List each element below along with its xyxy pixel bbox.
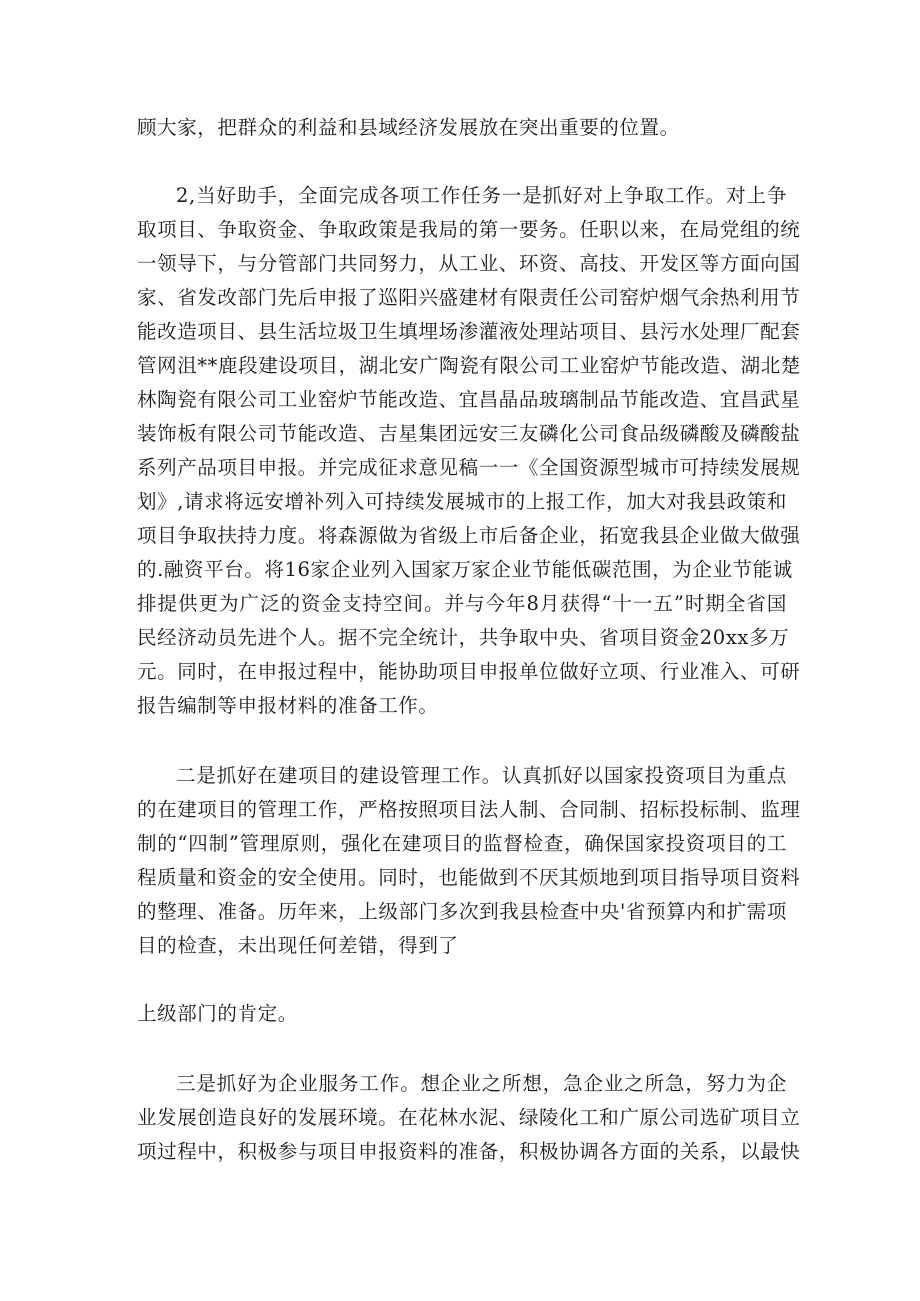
paragraph-line: 家、省发改部门先后申报了巡阳兴盛建材有限责任公司窑炉烟气余热利用节 <box>137 286 801 309</box>
paragraph-line: 一领导下，与分管部门共同努力，从工业、环资、高技、开发区等方面向国 <box>137 252 801 275</box>
paragraph-line: 业发展创造良好的发展环境。在花林水泥、绿陵化工和广原公司选矿项目立 <box>137 1106 801 1129</box>
paragraph-line: 上级部门的肯定。 <box>137 1002 298 1025</box>
paragraph-line: 的整理、准备。历年来，上级部门多次到我县检查中央'省预算内和扩需项 <box>137 900 787 923</box>
paragraph-line: 项目争取扶持力度。将森源做为省级上市后备企业，拓宽我县企业做大做强 <box>137 524 801 547</box>
paragraph-line: 系列产品项目申报。并完成征求意见稿一一《全国资源型城市可持续发展规 <box>137 456 801 479</box>
paragraph-line: 装饰板有限公司节能改造、吉星集团远安三友磷化公司食品级磷酸及磷酸盐 <box>137 422 801 445</box>
paragraph-line: 取项目、争取资金、争取政策是我局的第一要务。任职以来，在局党组的统 <box>137 218 801 241</box>
paragraph-line: 目的检查，未出现任何差错，得到了 <box>137 934 459 957</box>
paragraph-line: 的.融资平台。将16家企业列入国家万家企业节能低碳范围，为企业节能诚 <box>137 558 793 581</box>
paragraph-line: 元。同时，在申报过程中，能协助项目申报单位做好立项、行业准入、可研 <box>137 660 801 683</box>
paragraph-line: 程质量和资金的安全使用。同时，也能做到不厌其烦地到项目指导项目资料 <box>137 866 801 889</box>
paragraph-line: 排提供更为广泛的资金支持空间。并与今年8月获得“十一五”时期全省国 <box>137 592 787 615</box>
paragraph-line: 林陶瓷有限公司工业窑炉节能改造、宜昌晶品玻璃制品节能改造、宜昌武星 <box>137 388 801 411</box>
paragraph-line: 2,当好助手，全面完成各项工作任务一是抓好对上争取工作。对上争 <box>176 184 787 207</box>
paragraph-line: 报告编制等申报材料的准备工作。 <box>137 694 439 717</box>
paragraph-line: 划》,请求将远安增补列入可持续发展城市的上报工作，加大对我县政策和 <box>137 490 787 513</box>
paragraph-line: 顾大家，把群众的利益和县域经济发展放在突出重要的位置。 <box>137 116 680 139</box>
paragraph-line: 三是抓好为企业服务工作。想企业之所想，急企业之所急，努力为企 <box>176 1072 787 1095</box>
paragraph-line: 管网沮**鹿段建设项目，湖北安广陶瓷有限公司工业窑炉节能改造、湖北楚 <box>137 354 801 377</box>
paragraph-line: 项过程中，积极参与项目申报资料的准备，积极协调各方面的关系，以最快 <box>137 1140 801 1163</box>
paragraph-line: 制的“四制”管理原则，强化在建项目的监督检查，确保国家投资项目的工 <box>137 832 787 855</box>
paragraph-line: 二是抓好在建项目的建设管理工作。认真抓好以国家投资项目为重点 <box>176 764 787 787</box>
paragraph-line: 民经济动员先进个人。据不完全统计，共争取中央、省项目资金20xx多万 <box>137 626 790 649</box>
paragraph-line: 的在建项目的管理工作，严格按照项目法人制、合同制、招标投标制、监理 <box>137 798 801 821</box>
paragraph-line: 能改造项目、县生活垃圾卫生填埋场渗灌液处理站项目、县污水处理厂配套 <box>137 320 801 343</box>
